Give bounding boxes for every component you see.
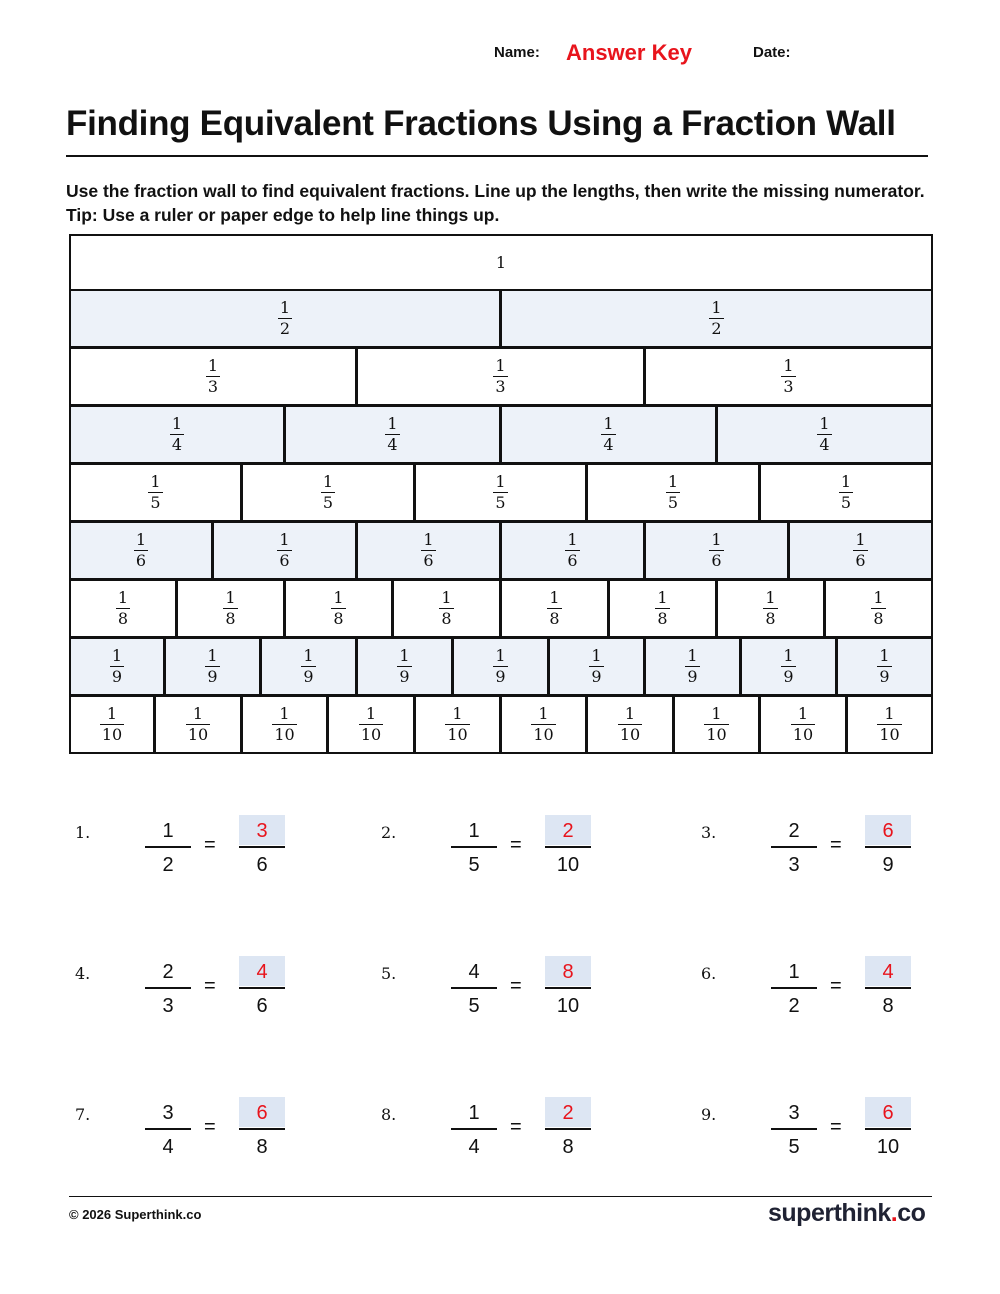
wall-numerator: 1 [879, 646, 890, 665]
equivalent-denominator: 6 [256, 995, 268, 1017]
wall-fraction [280, 299, 290, 338]
wall-cell [586, 463, 760, 522]
wall-row-2 [69, 289, 933, 348]
wall-numerator: 1 [192, 704, 204, 723]
given-numerator: 2 [788, 820, 800, 842]
wall-numerator: 1 [495, 356, 506, 375]
wall-fraction [399, 647, 409, 686]
answer-numerator-box[interactable]: 3 [239, 815, 285, 845]
wall-cell [414, 463, 587, 522]
equals-sign: = [830, 1116, 842, 1138]
given-denominator: 5 [788, 1136, 800, 1158]
wall-fraction [841, 473, 851, 512]
wall-denominator: 9 [399, 667, 410, 686]
wall-cell [673, 695, 760, 754]
wall-numerator: 1 [783, 646, 794, 665]
problem-3 [701, 815, 1000, 895]
wall-fraction [687, 647, 697, 686]
wall-numerator: 1 [711, 298, 722, 317]
wall-fraction [495, 357, 505, 396]
copyright: © 2026 Superthink.co [69, 1207, 202, 1222]
wall-denominator: 8 [657, 609, 668, 628]
wall-cell-whole [69, 234, 933, 291]
wall-fraction [303, 647, 313, 686]
wall-denominator: 4 [819, 435, 830, 454]
wall-fraction [225, 589, 235, 628]
wall-cell [846, 695, 933, 754]
equivalent-denominator: 9 [882, 854, 894, 876]
wall-denominator: 9 [687, 667, 698, 686]
wall-cell [644, 637, 741, 696]
wall-denominator: 6 [135, 551, 147, 570]
wall-fraction [207, 647, 217, 686]
wall-denominator: 9 [591, 667, 602, 686]
fraction-bar [545, 987, 591, 989]
wall-denominator: 9 [783, 667, 794, 686]
wall-cell [452, 637, 549, 696]
wall-denominator: 5 [840, 493, 852, 512]
given-denominator: 5 [468, 854, 480, 876]
answer-numerator-box[interactable]: 6 [865, 1097, 911, 1127]
wall-numerator: 1 [819, 414, 830, 433]
wall-cell [69, 637, 165, 696]
wall-denominator: 9 [495, 667, 506, 686]
wall-numerator: 1 [624, 704, 636, 723]
wall-cell [284, 405, 501, 464]
wall-fraction [873, 589, 883, 628]
wall-fraction [447, 705, 467, 744]
title-divider [66, 155, 928, 157]
wall-numerator: 1 [657, 588, 668, 607]
wall-row-8 [69, 579, 933, 638]
wall-cell [500, 695, 587, 754]
wall-numerator: 1 [365, 704, 377, 723]
wall-numerator: 1 [279, 704, 290, 723]
wall-numerator: 1 [711, 704, 722, 723]
wall-denominator: 8 [549, 609, 560, 628]
wall-denominator: 5 [150, 493, 161, 512]
fraction-bar [145, 987, 191, 989]
problem-number: 2. [381, 823, 397, 842]
wall-numerator: 1 [873, 588, 884, 607]
wall-cell [176, 579, 285, 638]
footer-divider [69, 1196, 932, 1197]
answer-numerator-box[interactable]: 2 [545, 1097, 591, 1127]
wall-cell [500, 289, 933, 348]
wall-cell [69, 405, 285, 464]
wall-denominator: 10 [447, 725, 468, 744]
equals-sign: = [510, 975, 522, 997]
wall-cell [327, 695, 415, 754]
answer-numerator-box[interactable]: 6 [239, 1097, 285, 1127]
wall-cell [824, 579, 933, 638]
given-denominator: 2 [788, 995, 800, 1017]
wall-fraction [711, 299, 721, 338]
wall-cell [548, 637, 645, 696]
wall-cell [759, 463, 933, 522]
given-numerator: 1 [788, 961, 800, 983]
wall-cell [69, 579, 177, 638]
wall-fraction [765, 589, 775, 628]
wall-denominator: 6 [423, 551, 434, 570]
wall-fraction [495, 473, 505, 512]
wall-fraction [188, 705, 208, 744]
wall-denominator: 10 [792, 725, 814, 744]
brand-name: superthink [768, 1199, 891, 1227]
fraction-bar [865, 1128, 911, 1130]
wall-fraction [150, 473, 160, 512]
wall-fraction [118, 589, 128, 628]
wall-numerator: 1 [303, 646, 314, 665]
wall-denominator: 8 [441, 609, 452, 628]
answer-numerator-box[interactable]: 4 [239, 956, 285, 986]
wall-cell [836, 637, 933, 696]
given-numerator: 3 [162, 1102, 174, 1124]
wall-denominator: 10 [101, 725, 123, 744]
fraction-bar [145, 846, 191, 848]
wall-fraction [441, 589, 451, 628]
wall-numerator: 1 [171, 414, 183, 433]
wall-row-whole [69, 234, 933, 291]
given-denominator: 3 [788, 854, 800, 876]
problem-number: 5. [381, 964, 397, 983]
wall-cell [69, 463, 242, 522]
wall-fraction [361, 705, 381, 744]
wall-numerator: 1 [797, 704, 809, 723]
wall-denominator: 2 [711, 319, 722, 338]
wall-numerator: 1 [765, 588, 776, 607]
wall-denominator: 10 [360, 725, 382, 744]
equals-sign: = [830, 975, 842, 997]
wall-cell [788, 521, 933, 580]
problem-8 [381, 1097, 681, 1177]
wall-denominator: 8 [225, 609, 236, 628]
fraction-bar [145, 1128, 191, 1130]
wall-denominator: 9 [207, 667, 218, 686]
wall-denominator: 8 [117, 609, 129, 628]
wall-fraction [855, 531, 865, 570]
wall-numerator: 1 [399, 646, 410, 665]
wall-cell [608, 579, 717, 638]
wall-cell [392, 579, 501, 638]
given-numerator: 1 [162, 820, 174, 842]
wall-denominator: 4 [171, 435, 183, 454]
problem-4 [75, 956, 375, 1036]
wall-cell [740, 637, 837, 696]
brand-suffix: co [897, 1199, 926, 1227]
fraction-bar [771, 987, 817, 989]
wall-cell [284, 579, 393, 638]
name-value: Answer Key [566, 40, 692, 65]
wall-denominator: 10 [187, 725, 209, 744]
fraction-bar [239, 987, 285, 989]
wall-fraction [620, 705, 640, 744]
wall-numerator: 1 [111, 646, 123, 665]
wall-fraction [783, 357, 793, 396]
wall-fraction [879, 705, 899, 744]
equivalent-denominator: 10 [556, 995, 580, 1017]
wall-denominator: 9 [879, 667, 890, 686]
date-label: Date: [753, 44, 791, 61]
equivalent-denominator: 8 [882, 995, 894, 1017]
given-denominator: 2 [162, 854, 174, 876]
wall-row-9 [69, 637, 933, 696]
equivalent-denominator: 6 [256, 854, 268, 876]
name-label: Name: [494, 44, 540, 61]
wall-denominator: 5 [495, 493, 506, 512]
wall-cell [164, 637, 261, 696]
wall-cell [212, 521, 357, 580]
problem-7 [75, 1097, 375, 1177]
wall-fraction [879, 647, 889, 686]
wall-fraction [423, 531, 433, 570]
equals-sign: = [204, 975, 216, 997]
wall-row-6 [69, 521, 933, 580]
wall-numerator: 1 [225, 588, 236, 607]
wall-numerator: 1 [884, 704, 895, 723]
brand-logo [768, 1199, 925, 1228]
wall-denominator: 10 [706, 725, 727, 744]
given-denominator: 4 [162, 1136, 174, 1158]
wall-denominator: 3 [783, 377, 794, 396]
wall-cell [241, 695, 328, 754]
wall-numerator: 1 [667, 472, 679, 491]
wall-fraction [711, 531, 721, 570]
wall-cell [500, 405, 717, 464]
wall-cell [586, 695, 674, 754]
wall-fraction [657, 589, 667, 628]
fraction-bar [865, 846, 911, 848]
problem-9 [701, 1097, 1000, 1177]
wall-denominator: 5 [667, 493, 679, 512]
wall-numerator: 1 [333, 588, 344, 607]
wall-denominator: 10 [879, 725, 900, 744]
wall-fraction [208, 357, 218, 396]
fraction-bar [451, 987, 497, 989]
answer-numerator-box[interactable]: 4 [865, 956, 911, 986]
wall-cell [716, 405, 933, 464]
wall-cell [69, 521, 213, 580]
wall-cell [356, 521, 501, 580]
wall-denominator: 6 [567, 551, 578, 570]
problem-number: 1. [75, 823, 91, 842]
wall-fraction [783, 647, 793, 686]
wall-fraction [567, 531, 577, 570]
fraction-bar [545, 1128, 591, 1130]
answer-numerator-box[interactable]: 8 [545, 956, 591, 986]
wall-fraction [274, 705, 294, 744]
wall-denominator: 3 [207, 377, 219, 396]
wall-cell [69, 695, 155, 754]
wall-fraction [793, 705, 813, 744]
given-numerator: 3 [788, 1102, 800, 1124]
wall-numerator: 1 [549, 588, 560, 607]
given-denominator: 5 [468, 995, 480, 1017]
wall-cell [500, 521, 645, 580]
wall-numerator: 1 [387, 414, 398, 433]
wall-numerator: 1 [279, 530, 290, 549]
wall-denominator: 6 [711, 551, 722, 570]
wall-numerator: 1 [840, 472, 852, 491]
wall-numerator: 1 [711, 530, 722, 549]
wall-denominator: 6 [279, 551, 290, 570]
wall-denominator: 10 [533, 725, 554, 744]
wall-numerator: 1 [603, 414, 614, 433]
wall-numerator: 1 [322, 472, 334, 491]
equals-sign: = [204, 834, 216, 856]
problem-5 [381, 956, 681, 1036]
wall-row-3 [69, 347, 933, 406]
wall-cell [260, 637, 357, 696]
wall-fraction [819, 415, 829, 454]
wall-fraction [102, 705, 122, 744]
wall-denominator: 3 [495, 377, 506, 396]
fraction-bar [771, 1128, 817, 1130]
given-denominator: 3 [162, 995, 174, 1017]
given-numerator: 1 [468, 1102, 480, 1124]
equivalent-denominator: 8 [562, 1136, 574, 1158]
wall-denominator: 6 [855, 551, 866, 570]
wall-fraction [279, 531, 289, 570]
brand-dot: . [890, 1199, 898, 1227]
wall-fraction [136, 531, 146, 570]
problem-number: 4. [75, 964, 91, 983]
problem-number: 9. [701, 1105, 717, 1124]
wall-denominator: 4 [603, 435, 614, 454]
wall-cell [500, 579, 609, 638]
given-denominator: 4 [468, 1136, 480, 1158]
equals-sign: = [830, 834, 842, 856]
problem-number: 8. [381, 1105, 397, 1124]
wall-denominator: 10 [619, 725, 641, 744]
wall-fraction [533, 705, 553, 744]
wall-cell [759, 695, 847, 754]
wall-numerator: 1 [687, 646, 698, 665]
wall-denominator: 4 [387, 435, 398, 454]
fraction-bar [545, 846, 591, 848]
wall-denominator: 8 [873, 609, 884, 628]
fraction-bar [239, 846, 285, 848]
fraction-bar [451, 1128, 497, 1130]
wall-numerator: 1 [441, 588, 452, 607]
wall-numerator: 1 [591, 646, 602, 665]
fraction-bar [865, 987, 911, 989]
wall-denominator: 8 [333, 609, 344, 628]
problem-6 [701, 956, 1000, 1036]
equivalent-denominator: 10 [876, 1136, 900, 1158]
wall-fraction [323, 473, 333, 512]
wall-numerator: 1 [567, 530, 578, 549]
wall-denominator: 2 [279, 319, 291, 338]
wall-row-10 [69, 695, 933, 754]
wall-fraction [333, 589, 343, 628]
page-title: Finding Equivalent Fractions Using a Fraction Wall [66, 104, 896, 143]
wall-denominator: 9 [111, 667, 123, 686]
problem-1 [75, 815, 375, 895]
wall-fraction [549, 589, 559, 628]
fraction-bar [771, 846, 817, 848]
equals-sign: = [510, 1116, 522, 1138]
answer-numerator-box[interactable]: 6 [865, 815, 911, 845]
wall-cell [356, 347, 645, 406]
given-numerator: 4 [468, 961, 480, 983]
problem-number: 6. [701, 964, 717, 983]
wall-fraction [495, 647, 505, 686]
wall-cell [356, 637, 453, 696]
wall-numerator: 1 [207, 646, 218, 665]
given-numerator: 1 [468, 820, 480, 842]
wall-cell [716, 579, 825, 638]
wall-numerator: 1 [106, 704, 118, 723]
wall-fraction [112, 647, 122, 686]
wall-numerator: 1 [135, 530, 147, 549]
wall-numerator: 1 [150, 472, 161, 491]
wall-cell [644, 347, 933, 406]
wall-numerator: 1 [855, 530, 866, 549]
wall-fraction [387, 415, 397, 454]
wall-denominator: 10 [274, 725, 295, 744]
problem-number: 3. [701, 823, 717, 842]
wall-fraction [706, 705, 726, 744]
problem-2 [381, 815, 681, 895]
given-numerator: 2 [162, 961, 174, 983]
wall-numerator: 1 [495, 646, 506, 665]
wall-numerator: 1 [423, 530, 434, 549]
wall-numerator: 1 [452, 704, 463, 723]
wall-numerator: 1 [495, 472, 506, 491]
wall-cell [69, 289, 501, 348]
wall-numerator: 1 [538, 704, 549, 723]
wall-fraction [172, 415, 182, 454]
equivalent-denominator: 10 [556, 854, 580, 876]
fraction-wall [69, 234, 933, 761]
fraction-bar [451, 846, 497, 848]
wall-cell [154, 695, 242, 754]
wall-row-4 [69, 405, 933, 464]
wall-denominator: 8 [765, 609, 776, 628]
wall-row-5 [69, 463, 933, 522]
wall-cell [644, 521, 789, 580]
wall-fraction [668, 473, 678, 512]
wall-numerator: 1 [783, 356, 794, 375]
answer-numerator-box[interactable]: 2 [545, 815, 591, 845]
wall-numerator: 1 [207, 356, 219, 375]
wall-numerator: 1 [279, 298, 291, 317]
wall-numerator: 1 [117, 588, 129, 607]
wall-denominator: 5 [322, 493, 334, 512]
wall-fraction [591, 647, 601, 686]
wall-cell [241, 463, 415, 522]
fraction-bar [239, 1128, 285, 1130]
wall-cell [414, 695, 501, 754]
wall-fraction [603, 415, 613, 454]
problem-number: 7. [75, 1105, 91, 1124]
equals-sign: = [510, 834, 522, 856]
equals-sign: = [204, 1116, 216, 1138]
wall-denominator: 9 [303, 667, 314, 686]
wall-cell [69, 347, 357, 406]
wall-whole-label: 1 [495, 253, 507, 272]
equivalent-denominator: 8 [256, 1136, 268, 1158]
instructions: Use the fraction wall to find equivalent fractions. Line up the lengths, then write the missing numerator. Tip: Use a ruler or paper edge to help line things up. [66, 181, 925, 225]
